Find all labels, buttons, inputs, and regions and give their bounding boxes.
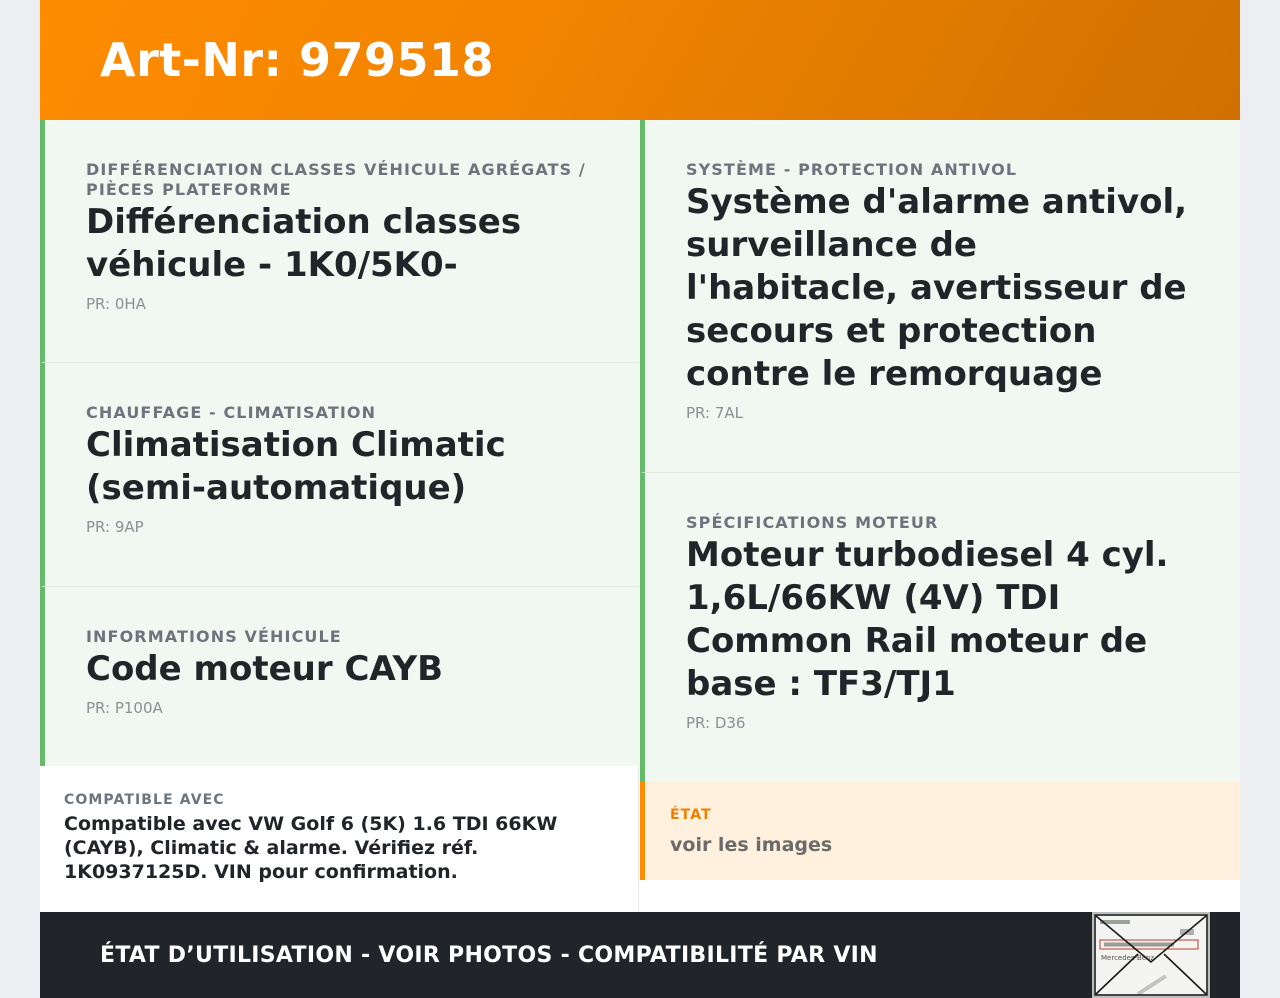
option-title: Code moteur CAYB [86, 649, 443, 689]
part-label-text: Mercedes-Benz [1101, 954, 1155, 962]
options-column-left [40, 120, 640, 766]
option-title: Système d'alarme antivol, surveillance de l'habitacle, avertisseur de secours et protection contre le remorquage [686, 182, 1188, 394]
option-title: Climatisation Climatic (semi-automatique) [86, 425, 506, 508]
option-category: CHAUFFAGE - CLIMATISATION [86, 403, 377, 422]
option-title: Différenciation classes véhicule - 1K0/5K0- [86, 202, 522, 285]
article-header [40, 0, 1240, 120]
option-title: Moteur turbodiesel 4 cyl. 1,6L/66KW (4V) TDI Common Rail moteur de base : TF3/TJ1 [686, 535, 1169, 704]
option-card [40, 363, 640, 587]
part-label-photo-icon [1094, 914, 1208, 996]
option-pr-code: PR: D36 [686, 714, 746, 732]
footer-banner [40, 912, 1240, 998]
part-label-photo-thumbnail[interactable] [1092, 912, 1210, 998]
option-pr-code: PR: 0HA [86, 295, 146, 313]
option-card [640, 120, 1240, 473]
option-category: SYSTÈME - PROTECTION ANTIVOL [686, 160, 1018, 179]
compatibility-label: COMPATIBLE AVEC [64, 792, 225, 808]
options-column-right [640, 120, 1240, 782]
footer-text: ÉTAT D’UTILISATION - VOIR PHOTOS - COMPATIBILITÉ PAR VIN [100, 942, 878, 968]
article-number-title: Art-Nr: 979518 [100, 33, 495, 87]
option-card [640, 473, 1240, 782]
option-pr-code: PR: P100A [86, 699, 163, 717]
option-card [40, 120, 640, 363]
product-card [40, 0, 1240, 998]
option-pr-code: PR: 9AP [86, 518, 144, 536]
condition-label: ÉTAT [670, 807, 712, 823]
option-card [40, 587, 640, 766]
compatibility-text: Compatible avec VW Golf 6 (5K) 1.6 TDI 66KW (CAYB), Climatic & alarme. Vérifiez réf. 1K0937125D. VIN pour confirmation. [64, 813, 558, 883]
option-category: SPÉCIFICATIONS MOTEUR [686, 513, 939, 532]
compatibility-box [40, 766, 639, 912]
option-category: INFORMATIONS VÉHICULE [86, 627, 342, 646]
options-grid [40, 120, 1240, 912]
option-pr-code: PR: 7AL [686, 404, 743, 422]
condition-text: voir les images [670, 834, 833, 856]
condition-box [640, 782, 1240, 880]
option-category: DIFFÉRENCIATION CLASSES VÉHICULE AGRÉGATS / PIÈCES PLATEFORME [86, 160, 586, 199]
